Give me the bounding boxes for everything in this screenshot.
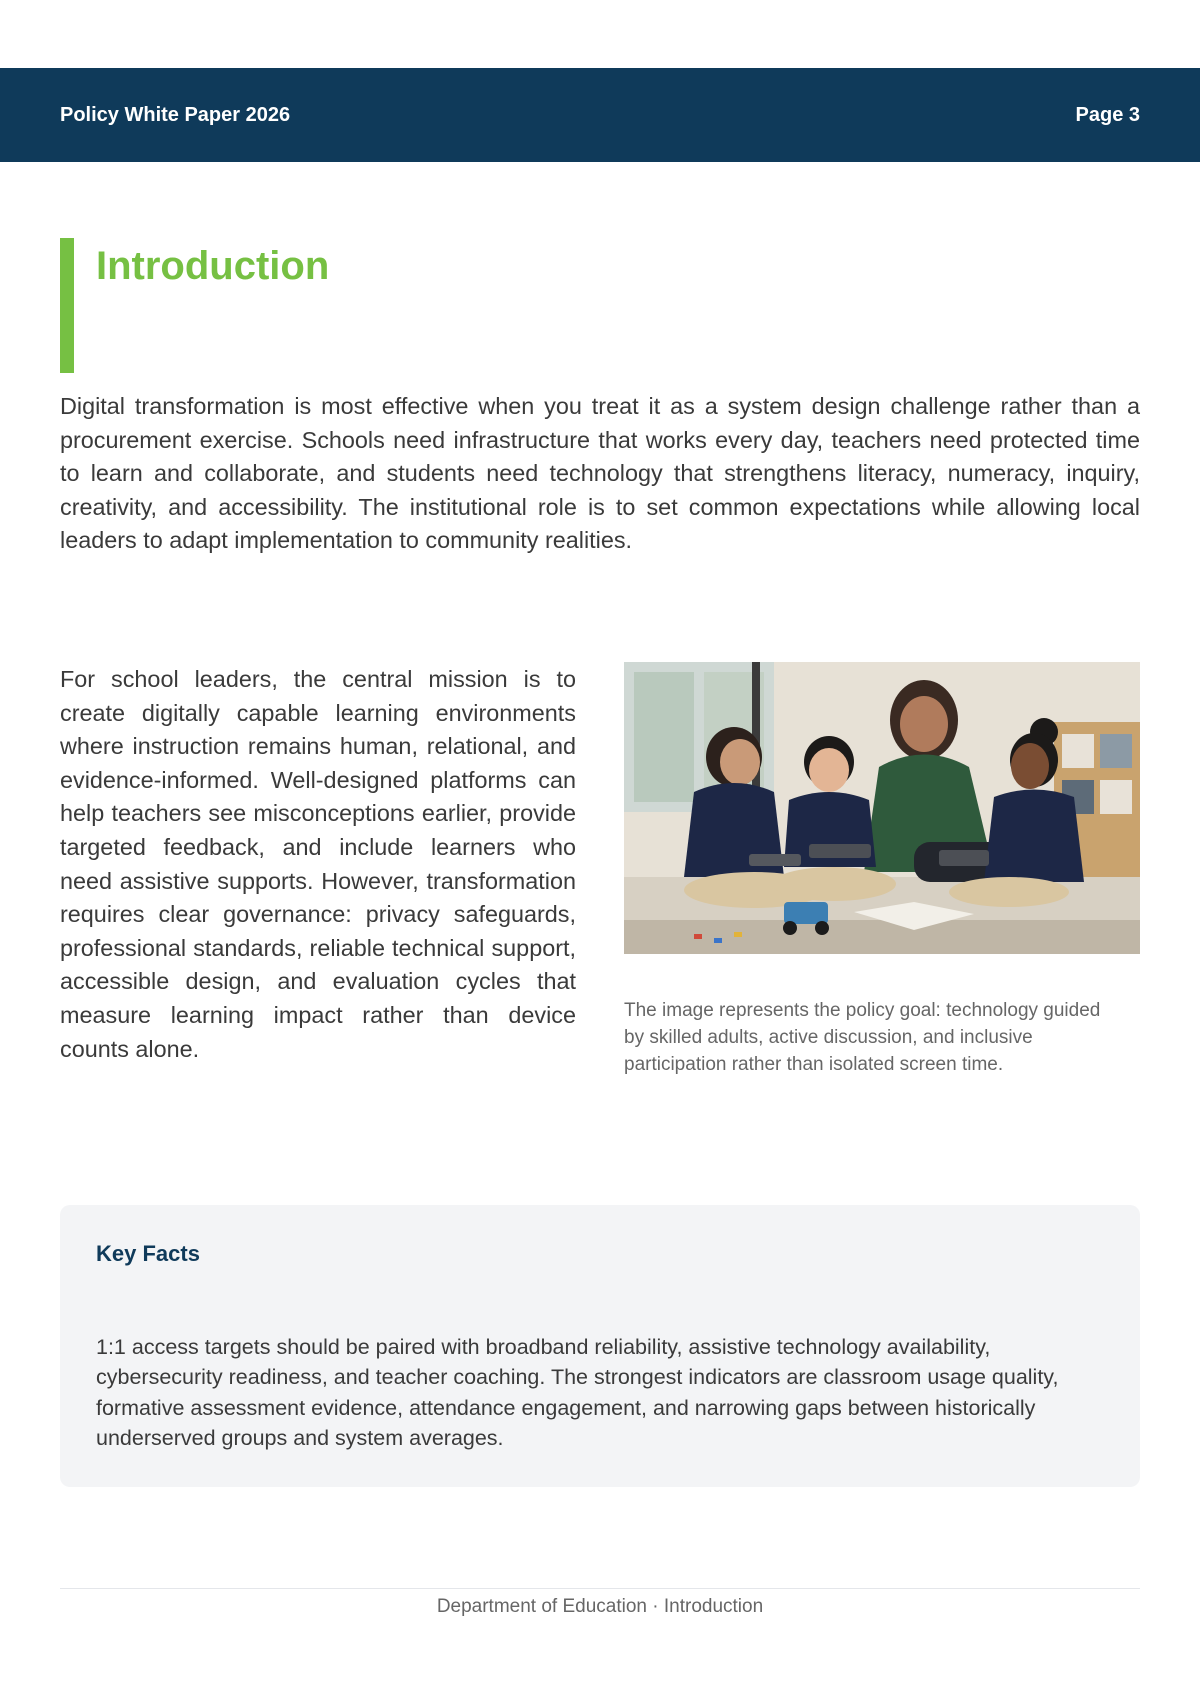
page-number: Page 3 [1075, 103, 1140, 126]
accent-bar [60, 238, 74, 373]
figure-caption: The image represents the policy goal: technology guided by skilled adults, active discussion, and inclusive participation rather than isolated screen time. [624, 1000, 1101, 1075]
key-facts-box [60, 1205, 1140, 1487]
page-header [0, 68, 1200, 162]
intro-paragraph: Digital transformation is most effective when you treat it as a system design challenge rather than a procurement exercise. Schools need infrastructure that works every day, teachers need protected time to learn and collaborate, and students need technology that strengthens literacy, numeracy, inquiry, creativity, and accessibility. The institutional role is to set common expectations while allowing local leaders to adapt implementation to community realities. [60, 393, 1140, 554]
leaders-paragraph: For school leaders, the central mission is to create digitally capable learning environments where instruction remains human, relational, and evidence-informed. Well-designed platforms can help teachers see misconceptions earlier, provide targeted feedback, and include learners who need assistive supports. However, transformation requires clear governance: privacy safeguards, professional standards, reliable technical support, accessible design, and evaluation cycles that measure learning impact rather than device counts alone. [60, 666, 576, 1062]
document-title: Policy White Paper 2026 [60, 103, 291, 126]
key-facts-body: 1:1 access targets should be paired with broadband reliability, assistive technology availability, cybersecurity readiness, and teacher coaching. The strongest indicators are classroom usage quality, formative assessment evidence, attendance engagement, and narrowing gaps between historically underserved groups and system averages. [96, 1335, 1059, 1451]
classroom-illustration [624, 662, 1140, 954]
classroom-photo [624, 662, 1140, 954]
page-footer: Department of Education · Introduction [436, 1596, 764, 1617]
section-title: Introduction [96, 244, 330, 288]
footer-divider [60, 1588, 1140, 1589]
key-facts-title: Key Facts [96, 1241, 200, 1266]
section-heading [60, 238, 1140, 373]
